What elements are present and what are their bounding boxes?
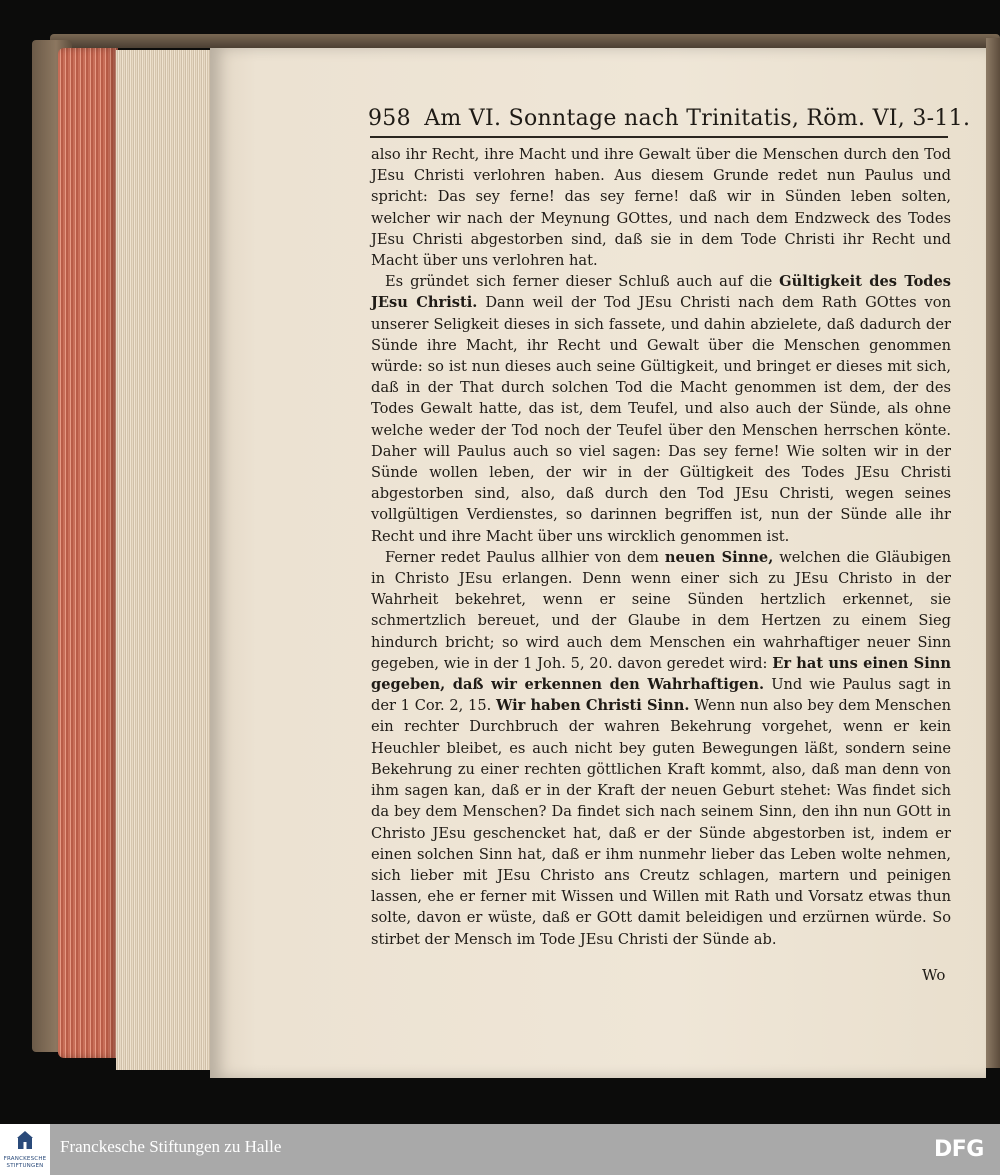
paragraph xyxy=(371,144,951,271)
logo-text: FRANCKESCHE STIFTUNGEN xyxy=(3,1156,47,1169)
paragraph-text: welchen die Gläubigen in Christo JEsu erlangen. Denn wenn einer sich zu JEsu Christo in der Wahrheit bekehret, wenn er seine Sünden hertzlich erkennet, sie schmertzlich bereuet, und der Glaube in dem Hertzen zu einem Sieg hindurch bricht; so wird auch dem Menschen ein wahrhaftiger neuer Sinn gegeben, wie in der 1 Joh. 5, 20. davon geredet wird: xyxy=(371,548,952,672)
book xyxy=(30,28,1000,1098)
footer-bar xyxy=(0,1124,1000,1175)
paragraph xyxy=(371,271,951,547)
emphasis-text: Er hat uns einen Sinn gegeben, daß wir erkennen den Wahrhaftigen. xyxy=(371,654,951,694)
running-header xyxy=(368,106,971,136)
page-number: 958 xyxy=(368,106,411,131)
emphasis-text: Gültigkeit des Todes JEsu Christi. xyxy=(371,273,952,312)
paragraph xyxy=(371,547,951,950)
book-cover-top xyxy=(50,34,1000,48)
body-text xyxy=(371,144,951,950)
paragraph-text: Dann weil der Tod JEsu Christi nach dem Rath GOttes von unserer Seligkeit dieses in sich fassete, und dahin abzielete, daß dadurch der Sünde ihre Macht, ihr Recht und Gewalt über die Menschen genommen würde: so ist nun dieses auch seine Gültigkeit, und bringet er dieses mit sich, daß in der That durch solchen Tod die Macht genommen ist dem, der des Todes Gewalt hatte, das ist, dem Teufel, und also auch der Sünde, als ohne welche weder der Tod noch der Teufel über den Menschen herrschen könte. Daher will Paulus auch so viel sagen: Das sey ferne! Wie solten wir in der Sünde wollen leben, der wir in der Gültigkeit des Todes JEsu Christi abgestorben sind, also, daß durch den Tod JEsu Christi, wegen seines vollgültigen Verdienstes, so darinnen begriffen ist, nun der Sünde alle ihr Recht und ihre Macht über uns wircklich genommen ist. xyxy=(371,294,951,545)
paragraph-text: also ihr Recht, ihre Macht und ihre Gewalt über die Menschen durch den Tod JEsu Christi verlohren haben. Aus diesem Grunde redet nun Paulus und spricht: Das sey ferne! das sey ferne! daß wir in Sünden leben solten, welcher wir nach der Meynung GOttes, und nach dem Endzweck des Todes JEsu Christi abgestorben sind, daß sie in dem Tode Christi ihr Recht und Macht über uns verlohren hat. xyxy=(371,146,951,270)
red-page-edges xyxy=(58,48,118,1058)
emphasis-text: Wir haben Christi Sinn. xyxy=(496,697,690,715)
running-title: Am VI. Sonntage nach Trinitatis, Röm. VI, 3-11. xyxy=(424,106,971,131)
paragraph-text: Und wie Paulus sagt in der 1 Cor. 2, 15. xyxy=(371,676,951,715)
paragraph-text: Ferner redet Paulus allhier von dem xyxy=(385,548,665,566)
catchword: Wo xyxy=(922,966,946,984)
paragraph-text: Es gründet sich ferner dieser Schluß auch auf die xyxy=(385,273,780,291)
franckesche-stiftungen-logo[interactable] xyxy=(0,1124,50,1175)
page-block-edges xyxy=(116,50,212,1070)
institution-name[interactable]: Franckesche Stiftungen zu Halle xyxy=(60,1137,282,1156)
book-page xyxy=(210,48,986,1078)
logo-emblem-icon xyxy=(17,1130,33,1150)
paragraph-text: Wenn nun also bey dem Menschen ein rechter Durchbruch der wahren Bekehrung vorgehet, wenn er kein Heuchler bleibet, es auch nicht bey guten Bewegungen läßt, sondern seine Bekehrung zu einer rechten göttlichen Kraft kommt, also, daß man denn von ihm sagen kan, daß er in der Kraft der neuen Geburt stehet: Was findet sich da bey dem Menschen? Da findet sich nach seinem Sinn, den ihn nun GOtt in Christo JEsu geschencket hat, daß er der Sünde abgestorben ist, indem er einen solchen Sinn hat, daß er ihm nunmehr lieber das Leben wolte nehmen, sich lieber mit JEsu Christo ans Creutz schlagen, martern und peinigen lassen, ehe er ferner mit Wissen und Willen mit Rath und Vorsatz etwas thun solte, davon er wüste, daß er GOtt damit beleidigen und erzürnen würde. So stirbet der Mensch im Tode JEsu Christi der Sünde ab. xyxy=(371,697,951,948)
header-rule xyxy=(370,136,948,138)
book-cover-right xyxy=(986,38,1000,1068)
dfg-logo[interactable]: DFG xyxy=(934,1137,984,1162)
emphasis-text: neuen Sinne, xyxy=(664,548,774,566)
